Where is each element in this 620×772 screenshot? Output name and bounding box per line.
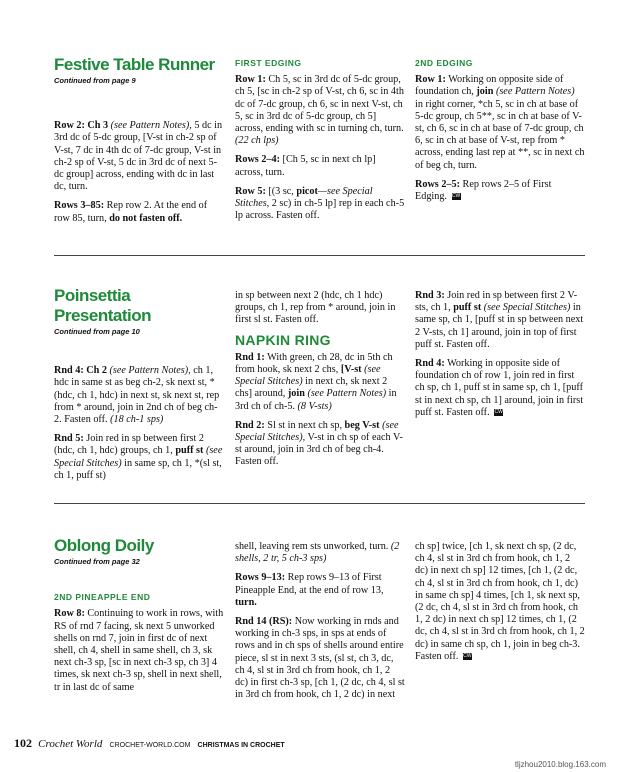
oblong-rnd-14-continued: ch sp] twice, [ch 1, sk next ch sp, (2 dc, ch 4, sl st in 3rd ch from hook, ch 1, 2 dc) in next ch sp] 12 times, [ch 1, (2 dc, ch 4, sl st in 3rd ch from hook, ch 1, dc) in same ch sp] 4 times, [ch 1, sk next sp, (2 dc, ch 4, sl st in 3rd ch from hook, ch 1, 2 dc) in next ch sp] 12 times, ch 1, (2 dc, ch 4, sl st in 3rd ch from hook, ch 1, 2 dc) in same ch sp, ch 1, join in beg ch-3. Fasten off. CW <box>415 541 585 662</box>
poinsettia-rnd-4: Rnd 4: Ch 2 (see Pattern Notes), ch 1, hdc in same st as beg ch-2, sk next st, *(hdc, ch 1, hdc) in next st, sk next st, rep from * around, join in 2nd ch of beg ch-2. Fasten off. (18 ch-1 sps) <box>54 365 220 426</box>
second-edging-rows-2-5: Rows 2–5: Rep rows 2–5 of First Edging. CW <box>415 178 552 203</box>
poinsettia-continued: Continued from page 10 <box>54 327 140 336</box>
napkin-ring-rnd-2: Rnd 2: Sl st in next ch sp, beg V-st (see Special Stitches), V-st in ch sp of each V-st around, join in 3rd ch of beg ch-4. Fasten off. <box>235 419 403 468</box>
first-edging-row-5: Row 5: [(3 sc, picot—see Special Stitches, 2 sc) in ch-5 lp] rep in each ch-5 lp across. Fasten off. <box>235 185 405 222</box>
first-edging-row-1: Row 1: Ch 5, sc in 3rd dc of 5-dc group, ch 5, [sc in ch-2 sp of V-st, ch 6, sc in 4th dc of 7-dc group, ch 6, sc in next V-st, ch 5, sc in 3rd dc of 5-dc group, ch 5] across, ending with sc in turning ch, turn. (22 ch lps) <box>235 74 404 147</box>
magazine-name: Crochet World <box>38 738 103 750</box>
poinsettia-column-3 <box>415 290 585 426</box>
second-edging-row-1: Row 1: Working on opposite side of foundation ch, join (see Pattern Notes) in right corner, *ch 5, sc in ch at base of 5-dc group, ch 5**, sc in ch at base of V-st, ch 6, sc in ch at base of 7-dc group, ch 6, sc in ch at base of V-st, rep from * across, ending last rep at **, sc in next ch of beg ch, turn. <box>415 74 585 171</box>
napkin-ring-rnd-1: Rnd 1: With green, ch 28, dc in 5th ch from hook, sk next 2 chs, [V-st (see Special Stitches) in next ch, sk next 2 chs] around, join (see Pattern Notes) in 3rd ch of ch-5. (8 V-sts) <box>235 351 397 412</box>
oblong-row-8: Row 8: Continuing to work in rows, with RS of rnd 7 facing, sk next 5 unworked shells on rnd 7, join in first dc of next shell, ch 4, shell in same shell, ch 3, sk next ch-3 sp, [sc in next ch-3 sp, ch 3] 4 times, sk next ch-3 sp, shell in next shell, tr in last dc of same <box>54 608 224 693</box>
festive-column-2 <box>235 57 405 229</box>
first-edging-heading: FIRST EDGING <box>235 58 302 68</box>
napkin-ring-rnd-3: Rnd 3: Join red in sp between first 2 V-sts, ch 1, puff st (see Special Stitches) in same sp, ch 1, [puff st in sp between next 2 V-sts, ch 1] around, join in top of first puff st. Fasten off. <box>415 290 584 350</box>
oblong-title: Oblong Doily <box>54 536 154 555</box>
section-divider-1 <box>54 255 585 256</box>
napkin-ring-rnd-4: Rnd 4: Working in opposite side of foundation ch of row 1, join red in first ch sp, ch 1, puff st in same sp, ch 1, [puff st in next ch sp, ch 1] around, join in first puff st. Fasten off. CW <box>415 358 584 418</box>
poinsettia-column-2 <box>235 290 405 476</box>
poinsettia-column-1 <box>54 286 224 489</box>
oblong-column-2 <box>235 541 405 708</box>
watermark: tljzhou2010.blog.163.com <box>514 760 606 769</box>
oblong-row-8-continued: shell, leaving rem sts unworked, turn. (2 shells, 2 tr, 5 ch-3 sps) <box>235 541 400 565</box>
page-number: 102 <box>14 736 32 750</box>
page-footer <box>14 736 285 751</box>
oblong-column-3 <box>415 541 585 670</box>
poinsettia-rnd-5-continued: in sp between next 2 (hdc, ch 1 hdc) groups, ch 1, rep from * around, join in first sl st. Fasten off. <box>235 290 396 326</box>
first-edging-rows-2-4: Rows 2–4: [Ch 5, sc in next ch lp] across, turn. <box>235 154 376 178</box>
end-of-pattern-icon: CW <box>451 193 461 200</box>
poinsettia-title: Poinsettia Presentation <box>54 286 151 325</box>
pineapple-end-heading: 2ND PINEAPPLE END <box>54 592 151 603</box>
napkin-ring-heading: NAPKIN RING <box>235 331 331 348</box>
end-of-pattern-icon: CW <box>463 652 472 659</box>
oblong-rows-9-13: Rows 9–13: Rep rows 9–13 of First Pineapple End, at the end of row 13, turn. <box>235 572 384 608</box>
festive-rows-3-85: Rows 3–85: Rep row 2. At the end of row 85, turn, do not fasten off. <box>54 200 208 224</box>
issue-name: CHRISTMAS IN CROCHET <box>197 742 285 749</box>
website-link[interactable]: CROCHET-WORLD.COM <box>109 742 191 749</box>
festive-title: Festive Table Runner <box>54 55 215 74</box>
festive-row-2: Row 2: Ch 3 (see Pattern Notes), 5 dc in 3rd dc of 5-dc group, [V-st in ch-2 sp of V-st, 7 dc in 4th dc of 7-dc group, V-st in ch-2 sp of V-st, 5 dc in 3rd dc of next 5-dc group] across, ending with dc in last dc, turn. <box>54 120 223 193</box>
end-of-pattern-icon: CW <box>494 408 503 415</box>
section-divider-2 <box>54 503 585 504</box>
oblong-column-1 <box>54 536 224 701</box>
oblong-rnd-14: Rnd 14 (RS): Now working in rnds and working in ch-3 sps, in sps at ends of rows and in ch sps of shells around entire piece, sl st in next 3 sts, (sl st, ch 3, dc, ch 4, sl st in 3rd ch from hook, ch 1, 2 dc) in first ch-3 sp, [ch 1, (2 dc, ch 4, sl st in 3rd ch from hook, ch 1, 2 dc) in next <box>235 616 405 701</box>
festive-continued: Continued from page 9 <box>54 76 136 85</box>
oblong-continued: Continued from page 32 <box>54 557 140 566</box>
festive-column-3 <box>415 57 585 210</box>
second-edging-heading: 2ND EDGING <box>415 58 473 68</box>
poinsettia-rnd-5: Rnd 5: Join red in sp between first 2 (hdc, ch 1, hdc) groups, ch 1, puff st (see Special Stitches) in same sp, ch 1, *(sl st, ch 1, puff st) <box>54 433 223 481</box>
festive-column-1 <box>54 55 224 232</box>
